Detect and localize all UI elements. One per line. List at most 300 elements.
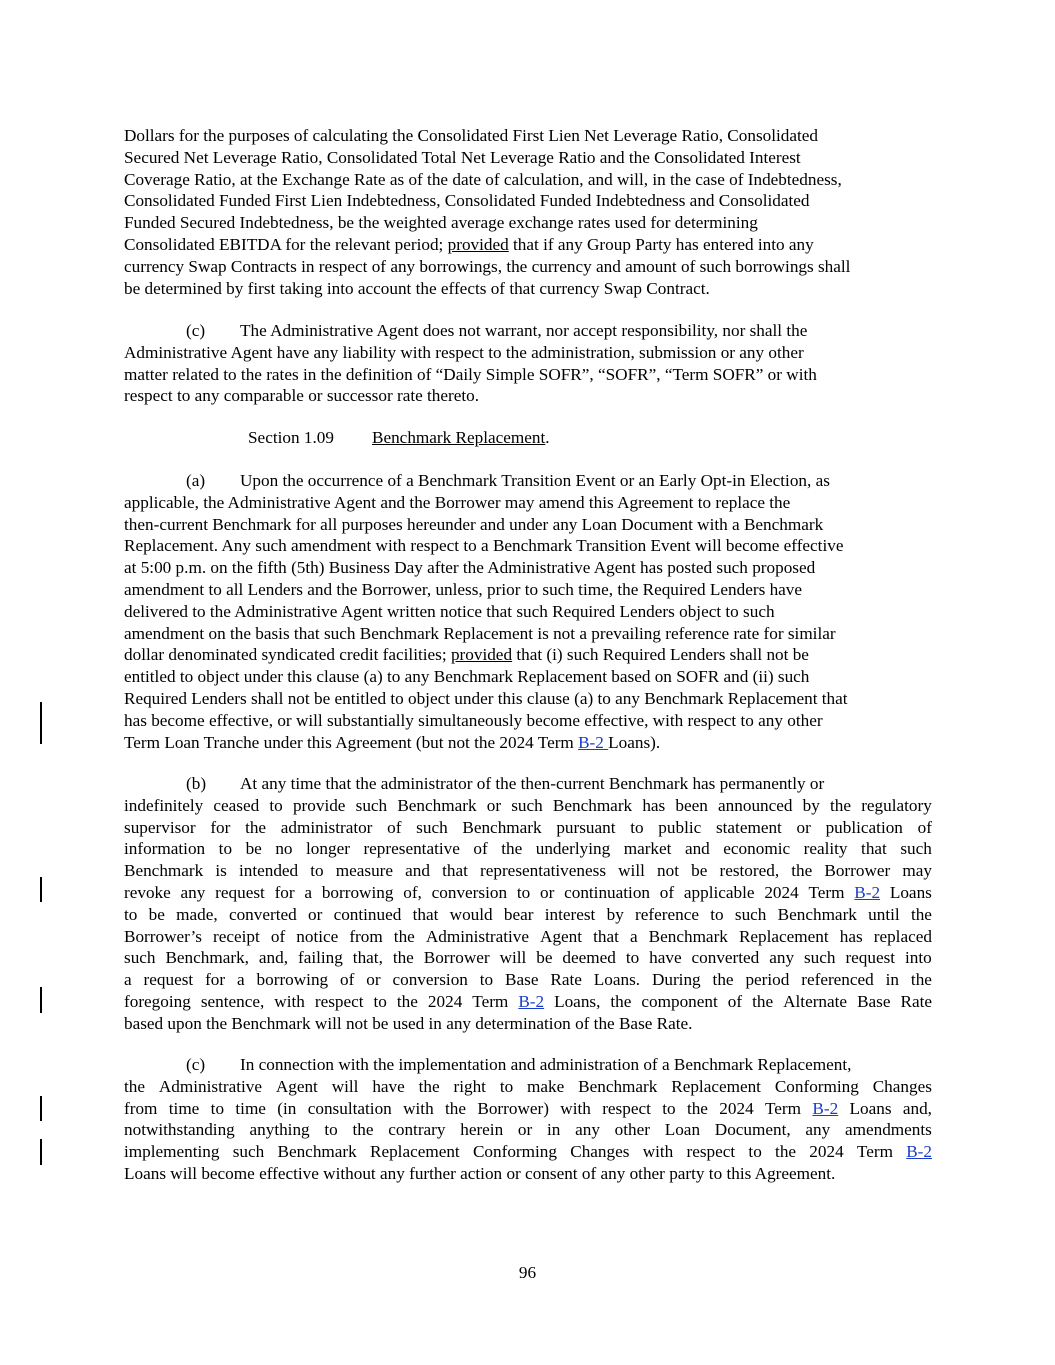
word: implementing <box>124 1142 220 1162</box>
text-line <box>124 364 932 386</box>
word: to <box>310 861 324 881</box>
word: make <box>527 1076 565 1096</box>
word: Benchmark <box>397 795 477 815</box>
line-text-pre: Consolidated EBITDA for the relevant period; <box>124 234 448 254</box>
text-line <box>124 169 932 191</box>
word: Replacement <box>671 1076 761 1096</box>
word: the <box>791 861 813 881</box>
text-line <box>124 320 932 342</box>
word: respect <box>314 991 364 1011</box>
clause-label: (c) <box>186 1055 206 1074</box>
word: sentence, <box>200 991 265 1011</box>
word: Benchmark <box>462 817 542 837</box>
word: been <box>675 795 708 815</box>
text-line <box>124 773 932 795</box>
text-line <box>124 732 932 754</box>
line-text-post: that (i) such Required Lenders shall not be <box>512 645 809 665</box>
word: During <box>651 970 701 990</box>
b2-link[interactable]: B-2 <box>812 1098 839 1118</box>
word: until <box>868 904 900 924</box>
word: Base <box>857 991 891 1011</box>
word: with <box>560 1098 591 1118</box>
text-line <box>124 666 932 688</box>
word: request <box>143 970 194 990</box>
word: Replacement <box>369 1142 460 1162</box>
word: announced <box>718 795 793 815</box>
line-text: be determined by first taking into account the effects of that currency Swap Contract. <box>124 278 710 298</box>
word: a <box>124 970 132 990</box>
word: in <box>885 970 900 990</box>
word: to <box>662 1098 676 1118</box>
word: the <box>910 904 932 924</box>
word: deemed <box>562 948 616 968</box>
text-line <box>124 838 932 860</box>
word: Benchmark <box>552 795 633 815</box>
word: the <box>445 1098 467 1118</box>
word: any <box>575 1120 600 1140</box>
text-line <box>124 817 932 839</box>
word: Loans, <box>554 991 601 1011</box>
word: the <box>686 1098 708 1118</box>
line-text: amendment to all Lenders and the Borrower, unless, prior to such time, the Required Lenders have <box>124 579 803 599</box>
word: the <box>610 991 632 1011</box>
word: Loans. <box>593 970 641 990</box>
word: such <box>734 904 767 924</box>
word: borrowing <box>321 882 394 902</box>
line-text: currency Swap Contracts in respect of any borrowings, the currency and amount of such borrowings shall <box>124 256 851 276</box>
word: right <box>453 1076 486 1096</box>
word: Replacement <box>738 926 829 946</box>
word: to <box>218 839 233 859</box>
word: Borrower’s <box>124 926 202 946</box>
text-line <box>124 904 932 926</box>
word: supervisor <box>124 817 196 837</box>
word: the <box>830 795 852 815</box>
line-text: then-current Benchmark for all purposes hereunder and under any Loan Document with a Benchmark <box>124 514 824 534</box>
word: replaced <box>873 926 932 946</box>
word: in <box>546 1120 561 1140</box>
word: has <box>839 926 863 946</box>
text-line <box>124 1141 932 1163</box>
text-line <box>124 514 932 536</box>
word: notwithstanding <box>124 1120 235 1140</box>
word: respect <box>686 1142 736 1162</box>
text-line <box>124 795 932 817</box>
word: underlying <box>535 839 611 859</box>
word: Loans <box>889 882 932 902</box>
line-text: respect to any comparable or successor rate thereto. <box>124 386 480 406</box>
text-line <box>124 212 932 234</box>
word: into <box>905 948 932 968</box>
word: indefinitely <box>124 795 204 815</box>
word: revoke <box>124 882 171 902</box>
word: Administrative <box>425 926 529 946</box>
line-text: based upon the Benchmark will not be used in any determination of the Base Rate. <box>124 1013 693 1033</box>
word: that <box>442 861 468 881</box>
text-line <box>124 1076 932 1098</box>
word: failing <box>297 948 343 968</box>
word: measure <box>335 861 394 881</box>
line-text: entitled to object under this clause (a) to any Benchmark Replacement based on SOFR and (ii) such <box>124 667 810 687</box>
word: Loans <box>849 1098 892 1118</box>
word: public <box>658 817 702 837</box>
line-text: Coverage Ratio, at the Exchange Rate as of the date of calculation, and will, in the case of Indebtedness, <box>124 169 842 189</box>
text-line <box>124 470 932 492</box>
word: restored, <box>719 861 780 881</box>
word: and, <box>258 948 289 968</box>
word: period <box>745 970 790 990</box>
word: a <box>237 970 245 990</box>
word: reality <box>803 839 848 859</box>
line-text-pre: Term Loan Tranche under this Agreement (but not the 2024 Term <box>124 732 579 752</box>
word: to <box>625 948 640 968</box>
paragraph-c-administrative-agent <box>124 320 932 407</box>
text-line <box>124 1013 932 1035</box>
line-text <box>124 645 809 664</box>
word: 2024 <box>764 882 799 902</box>
word: will <box>499 948 527 968</box>
word: Benchmark <box>124 861 204 881</box>
word: or <box>486 795 502 815</box>
line-text-post: that if any Group Party has entered into any <box>508 234 814 254</box>
word: representative <box>363 839 460 859</box>
word: time <box>168 1098 200 1118</box>
word: other <box>614 1120 650 1140</box>
text-line <box>124 385 932 407</box>
word: Rate <box>550 970 582 990</box>
line-text: The Administrative Agent does not warrant, nor accept responsibility, nor shall the <box>240 321 808 340</box>
word: or <box>307 904 323 924</box>
section-number: Section 1.09 <box>248 428 334 447</box>
b2-link[interactable]: B-2 <box>578 732 609 752</box>
paragraph-continuation <box>124 125 932 299</box>
b2-link[interactable]: B-2 <box>854 882 881 902</box>
text-line <box>124 278 932 300</box>
word: Benchmark <box>277 1142 357 1162</box>
line-text-post: Loans). <box>608 732 661 752</box>
change-bar <box>40 1139 42 1165</box>
word: continuation <box>564 882 651 902</box>
word: the <box>393 926 415 946</box>
word: such <box>511 795 543 815</box>
word: provide <box>292 795 346 815</box>
word: any <box>180 882 206 902</box>
text-line <box>124 256 932 278</box>
word: publication <box>825 817 903 837</box>
word: a <box>629 926 638 946</box>
clause-label: (a) <box>186 471 206 490</box>
word: referenced <box>801 970 874 990</box>
word: to <box>499 1076 514 1096</box>
line-text: Upon the occurrence of a Benchmark Transition Event or an Early Opt-in Election, as <box>240 471 830 490</box>
word: that <box>861 839 887 859</box>
line-text: Replacement. Any such amendment with respect to a Benchmark Transition Event will become effective <box>124 536 844 556</box>
word: would <box>449 904 493 924</box>
word: interest <box>544 904 596 924</box>
word: such <box>355 795 388 815</box>
text-line <box>124 1119 932 1141</box>
text-line <box>124 1163 932 1185</box>
word: 2024 <box>719 1098 754 1118</box>
paragraph-b-revoke-request <box>124 773 932 1035</box>
word: Term <box>856 1142 893 1162</box>
text-line <box>124 557 932 579</box>
word: longer <box>306 839 350 859</box>
word: with <box>642 1142 674 1162</box>
word: have <box>649 948 682 968</box>
word: converted <box>691 948 760 968</box>
line-text: Funded Secured Indebtedness, be the weighted average exchange rates used for determining <box>124 213 758 233</box>
word: Changes <box>570 1142 630 1162</box>
text-line <box>124 991 932 1013</box>
page-number: 96 <box>518 1263 537 1282</box>
word: and <box>684 839 710 859</box>
word: Term <box>765 1098 802 1118</box>
word: has <box>642 795 666 815</box>
word: Document, <box>714 1120 791 1140</box>
word: to <box>748 1142 762 1162</box>
line-text: In connection with the implementation and administration of a Benchmark Replacement, <box>240 1055 852 1074</box>
word: no <box>275 839 293 859</box>
word: regulatory <box>861 795 932 815</box>
word: be <box>691 861 708 881</box>
word: such <box>232 1142 265 1162</box>
word: the <box>392 948 414 968</box>
word: and <box>405 861 430 881</box>
change-bar <box>40 877 42 902</box>
word: of <box>727 991 743 1011</box>
word: will <box>618 861 645 881</box>
word: request <box>215 882 265 902</box>
word: and, <box>902 1098 932 1118</box>
section-heading <box>124 427 932 449</box>
line-text: has become effective, or will substantially simultaneously become effective, with respect to any other <box>124 710 823 730</box>
word: consultation <box>307 1098 392 1118</box>
word: Benchmark <box>648 926 728 946</box>
word: the <box>396 991 418 1011</box>
word: for <box>205 970 226 990</box>
line-text: Dollars for the purposes of calculating the Consolidated First Lien Net Leverage Ratio, Consolidated <box>124 126 819 145</box>
word: Benchmark <box>777 904 857 924</box>
word: with <box>274 991 305 1011</box>
word: or <box>517 1120 533 1140</box>
word: reference <box>635 904 699 924</box>
text-line <box>124 644 932 666</box>
word: Benchmark <box>578 1076 658 1096</box>
word: to <box>710 904 724 924</box>
word: of <box>270 926 286 946</box>
word: converted <box>228 904 297 924</box>
word: or <box>539 882 555 902</box>
line-text: applicable, the Administrative Agent and the Borrower may amend this Agreement to replace the <box>124 492 791 512</box>
word: be <box>245 839 262 859</box>
word: of <box>917 817 932 837</box>
word: may <box>902 861 932 881</box>
word: Administrative <box>158 1076 262 1096</box>
word: to <box>124 904 138 924</box>
word: the <box>352 1120 374 1140</box>
word: economic <box>723 839 791 859</box>
text-line <box>124 710 932 732</box>
word: or <box>796 817 811 837</box>
word: is <box>215 861 227 881</box>
b2-link[interactable]: B-2 <box>906 1142 932 1162</box>
word: from <box>349 926 383 946</box>
word: be <box>536 948 553 968</box>
word: Loan <box>664 1120 701 1140</box>
text-line <box>124 969 932 991</box>
paragraph-a-benchmark-transition <box>124 470 932 753</box>
text-line <box>124 1054 932 1076</box>
word: Agent <box>540 926 583 946</box>
word: such <box>124 948 156 968</box>
word: the <box>245 817 267 837</box>
section-title-suffix: . <box>545 428 550 447</box>
word: Term <box>472 991 509 1011</box>
word: 2024 <box>427 991 463 1011</box>
change-bar <box>40 702 42 744</box>
clause-label: (c) <box>186 321 206 340</box>
word: not <box>657 861 679 881</box>
text-line <box>124 1098 932 1120</box>
text-line <box>124 234 932 256</box>
word: have <box>372 1076 405 1096</box>
word: for <box>274 882 295 902</box>
word: to <box>373 991 387 1011</box>
word: by <box>802 795 820 815</box>
line-text: at 5:00 p.m. on the fifth (5th) Business Day after the Administrative Agent has posted such proposed <box>124 558 816 578</box>
word: to <box>630 817 644 837</box>
word: Term <box>808 882 845 902</box>
clause-label: (b) <box>186 774 207 793</box>
text-line <box>124 623 932 645</box>
word: of <box>340 970 355 990</box>
text-line <box>124 147 932 169</box>
word: a <box>304 882 313 902</box>
word: that <box>412 904 439 924</box>
text-line <box>124 926 932 948</box>
word: the <box>124 1076 145 1096</box>
change-bar <box>40 1096 42 1121</box>
line-text <box>124 235 814 254</box>
word: be <box>148 904 165 924</box>
line-text: Consolidated Funded First Lien Indebtedness, Consolidated Funded Indebtedness and Consolidated <box>124 191 810 211</box>
word: herein <box>460 1120 504 1140</box>
text-line <box>124 688 932 710</box>
word: any <box>769 948 795 968</box>
word: such <box>416 817 448 837</box>
word: request <box>845 948 896 968</box>
text-line <box>124 125 932 147</box>
word: borrowing <box>256 970 329 990</box>
line-text <box>124 733 660 752</box>
word: statement <box>715 817 782 837</box>
line-text: delivered to the Administrative Agent written notice that such Required Lenders object to such <box>124 601 775 621</box>
word: Borrower <box>423 948 490 968</box>
section-title: Benchmark Replacement <box>372 428 546 447</box>
word: such <box>900 839 932 859</box>
word: notice <box>296 926 339 946</box>
word: continued <box>333 904 402 924</box>
word: Rate <box>900 991 932 1011</box>
word: of <box>659 882 675 902</box>
line-text: Administrative Agent have any liability with respect to the administration, submission or any other <box>124 342 804 362</box>
word: conversion <box>392 970 468 990</box>
word: 2024 <box>809 1142 844 1162</box>
word: Conforming <box>472 1142 557 1162</box>
word: the <box>418 1076 440 1096</box>
word: Borrower <box>824 861 891 881</box>
word: Agent <box>275 1076 318 1096</box>
word: by <box>606 904 624 924</box>
word: applicable <box>683 882 755 902</box>
word: Base <box>505 970 539 990</box>
word: such <box>803 948 836 968</box>
word: administrator <box>280 817 373 837</box>
line-text: Loans will become effective without any further action or consent of any other party to this Agreement. <box>124 1163 836 1183</box>
line-text: amendment on the basis that such Benchmark Replacement is not a prevailing reference rate for similar <box>124 623 836 643</box>
text-line <box>124 535 932 557</box>
word: the <box>712 970 734 990</box>
word: Changes <box>872 1076 932 1096</box>
line-text-pre: dollar denominated syndicated credit facilities; <box>124 645 451 665</box>
word: to <box>516 882 531 902</box>
word: amendments <box>844 1120 932 1140</box>
word: Borrower) <box>477 1098 549 1118</box>
word: to <box>324 1120 338 1140</box>
word: to <box>269 795 283 815</box>
text-line <box>124 947 932 969</box>
word: representativeness <box>480 861 607 881</box>
change-bar <box>40 987 42 1013</box>
word: time <box>235 1098 266 1118</box>
line-text: Required Lenders shall not be entitled to object under this clause (a) to any Benchmark Replacement that <box>124 688 848 708</box>
word: will <box>331 1076 359 1096</box>
b2-link[interactable]: B-2 <box>518 991 545 1011</box>
word: intended <box>238 861 299 881</box>
paragraph-c-conforming-changes <box>124 1054 932 1185</box>
word: component <box>641 991 718 1011</box>
word: made, <box>176 904 218 924</box>
word: from <box>124 1098 158 1118</box>
word: of <box>387 817 402 837</box>
word: Conforming <box>774 1076 859 1096</box>
word: of, <box>403 882 422 902</box>
word: conversion <box>431 882 508 902</box>
text-line <box>124 579 932 601</box>
word: with <box>403 1098 434 1118</box>
line-text: At any time that the administrator of the then-current Benchmark has permanently or <box>240 774 825 793</box>
word: that, <box>352 948 383 968</box>
text-line <box>124 342 932 364</box>
word: anything <box>249 1120 310 1140</box>
provided-term: provided <box>450 645 513 665</box>
text-line <box>124 601 932 623</box>
word: respect <box>602 1098 651 1118</box>
word: (in <box>277 1098 297 1118</box>
line-text: Secured Net Leverage Ratio, Consolidated Total Net Leverage Ratio and the Consolidated Interest <box>124 147 801 167</box>
word: to <box>479 970 494 990</box>
word: to <box>210 1098 225 1118</box>
text-line <box>124 190 932 212</box>
word: information <box>124 839 206 859</box>
text-line <box>124 882 932 904</box>
word: any <box>805 1120 831 1140</box>
word: Alternate <box>783 991 848 1011</box>
provided-term: provided <box>447 234 509 254</box>
word: foregoing <box>124 991 191 1011</box>
word: market <box>623 839 672 859</box>
